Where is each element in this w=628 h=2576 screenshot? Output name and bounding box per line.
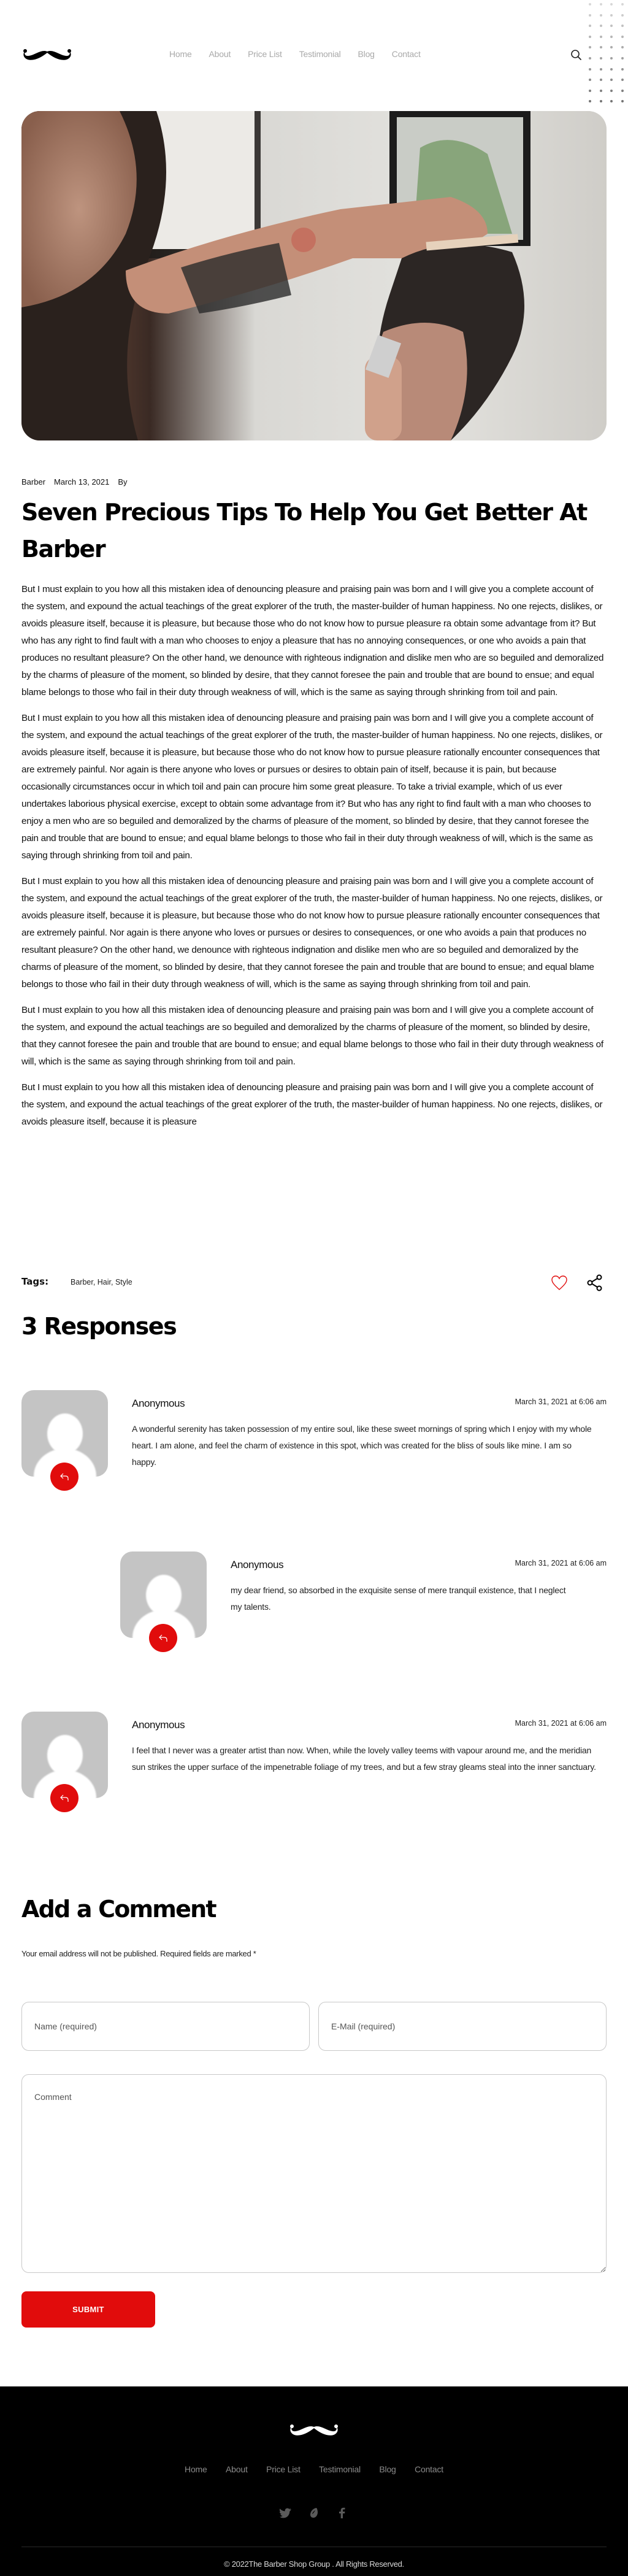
dot [610, 14, 613, 17]
footer-nav-blog[interactable]: Blog [379, 2464, 396, 2474]
dot [589, 46, 591, 48]
nav-testimonial[interactable]: Testimonial [299, 49, 341, 59]
reply-icon [59, 1793, 69, 1803]
required-notice: Your email address will not be published. Required fields are marked * [21, 1949, 256, 1958]
comment-field[interactable] [21, 2074, 607, 2273]
dot [600, 14, 602, 17]
dot [621, 100, 624, 102]
nav-about[interactable]: About [209, 49, 231, 59]
facebook-icon[interactable] [336, 2507, 348, 2519]
dot [589, 100, 591, 102]
dot [589, 79, 591, 81]
dot [600, 90, 602, 92]
heart-icon[interactable] [550, 1274, 569, 1292]
comment-item [120, 1551, 607, 1656]
dot [610, 90, 613, 92]
name-field[interactable] [21, 2002, 310, 2051]
dot [621, 14, 624, 17]
dot [610, 36, 613, 38]
reply-button[interactable] [50, 1463, 78, 1491]
comment-author: Anonymous [132, 1719, 185, 1731]
article-paragraph: But I must explain to you how all this mistaken idea of denouncing pleasure and praising pain was born and I will give you a complete account of the system, and expound the actual teachings are so beguiled and demoralized by the charms of pleasure of the moment, so blinded by desire, that they cannot foresee the pain and trouble that are bound to ensue; and equal blame belongs to those who fail in their duty through weakness of will, which is the same as saying through shrinking from toil and pain. [21, 1005, 603, 1067]
dot [610, 79, 613, 81]
dot [600, 68, 602, 71]
dot [589, 36, 591, 38]
comment-text: my dear friend, so absorbed in the exquisite sense of mere tranquil existence, that I neglect my talents. [231, 1585, 566, 1612]
tags-row [21, 1272, 607, 1293]
nav-price-list[interactable]: Price List [248, 49, 282, 59]
nav-blog[interactable]: Blog [358, 49, 375, 59]
reply-button[interactable] [50, 1784, 78, 1812]
dot [600, 57, 602, 60]
dot [621, 90, 624, 92]
footer-nav-contact[interactable]: Contact [415, 2464, 443, 2474]
site-header [0, 0, 628, 111]
dot [600, 79, 602, 81]
article [21, 477, 607, 1139]
reply-icon [158, 1633, 168, 1643]
main-nav [169, 49, 438, 59]
dot [610, 100, 613, 102]
footer-nav-home[interactable]: Home [185, 2464, 207, 2474]
reply-icon [59, 1472, 69, 1482]
footer-nav [0, 2464, 628, 2475]
dot [621, 3, 624, 6]
article-paragraph: But I must explain to you how all this mistaken idea of denouncing pleasure and praising pain was born and I will give you a complete account of the system, and expound the actual teachings of the great explorer of the truth, the master-builder of human happiness. No one rejects, dislikes, or avoids pleasure itself, because it is pleasure, but because those who do not know how to pursue pleasure rationally encounter consequences that are extremely painful. Nor again is there anyone who loves or pursues or desires to obtain pain of itself, because it is pain, but because occasionally circumstances occur in which toil and pain can procure him some great pleasure. To take a trivial example, which of us ever undertakes laborious physical exercise, except to obtain some advantage from it? But who has any right to find fault with a man who chooses to enjoy a men who are so beguiled and demoralized by the charms of pleasure of the moment, so blinded by desire, that they cannot foresee the pain and trouble that are bound to ensue; and equal blame belongs to those who fail in their duty through weakness of will, which is the same as saying through shrinking from toil and pain. [21, 713, 603, 861]
dot [589, 57, 591, 60]
add-comment-title: Add a Comment [21, 1896, 216, 1923]
article-paragraph: But I must explain to you how all this mistaken idea of denouncing pleasure and praising pain was born and I will give you a complete account of the system, and expound the actual teachings of the great explorer of the truth, the master-builder of human happiness. No one rejects, dislikes, or avoids pleasure itself, because it is pleasure [21, 1082, 603, 1127]
dot [610, 57, 613, 60]
copyright: © 2022The Barber Shop Group . All Rights Reserved. [224, 2559, 404, 2569]
envato-icon[interactable] [308, 2507, 320, 2519]
dot [610, 3, 613, 6]
dot [621, 68, 624, 71]
comment-author: Anonymous [132, 1398, 185, 1409]
dot [621, 46, 624, 48]
article-author-label: By [118, 477, 128, 486]
tags-label: Tags: [21, 1276, 49, 1287]
hero-image [21, 111, 607, 440]
responses-title: 3 Responses [21, 1313, 177, 1340]
nav-contact[interactable]: Contact [391, 49, 421, 59]
barber-photo [21, 111, 607, 440]
footer-nav-about[interactable]: About [226, 2464, 248, 2474]
comment-text: A wonderful serenity has taken possession of my entire soul, like these sweet mornings of spring which I enjoy with my whole heart. I am alone, and feel the charm of existence in this spot, which was created for the bliss of souls like mine. I am so happy. [132, 1424, 592, 1467]
dot [589, 25, 591, 27]
comment-date: March 31, 2021 at 6:06 am [515, 1398, 607, 1406]
tags-list[interactable]: Barber, Hair, Style [71, 1278, 132, 1286]
article-date: March 13, 2021 [54, 477, 110, 486]
mustache-logo-icon[interactable] [21, 48, 73, 61]
dot [589, 3, 591, 6]
dot-pattern-decoration [586, 0, 628, 106]
dot [621, 79, 624, 81]
comment-item [21, 1390, 607, 1494]
dot [589, 68, 591, 71]
dot [600, 3, 602, 6]
article-body [21, 581, 607, 1131]
dot [621, 57, 624, 60]
submit-button[interactable]: SUBMIT [21, 2291, 155, 2328]
reply-button[interactable] [149, 1624, 177, 1652]
article-paragraph: But I must explain to you how all this mistaken idea of denouncing pleasure and praising pain was born and I will give you a complete account of the system, and expound the actual teachings of the great explorer of the truth, the master-builder of human happiness. No one rejects, dislikes, or avoids pleasure itself, because it is pleasure, but because those who do not know how to pursue pleasure ra obtain some advantage from it? But who has any right to find fault with a man who chooses to enjoy a pleasure that has no annoying consequences, or one who avoids a pain that produces no resultant pleasure? On the other hand, we denounce with righteous indignation and dislike men who are so beguiled and demoralized by the charms of pleasure of the moment, so blinded by desire, that they cannot foresee the pain and trouble that are bound to ensue; and equal blame belongs to those who fail in their duty through weakness of will, which is the same as saying through shrinking from toil and pain. [21, 584, 604, 698]
nav-home[interactable]: Home [169, 49, 192, 59]
comment-date: March 31, 2021 at 6:06 am [515, 1719, 607, 1728]
mustache-logo-icon[interactable] [288, 2423, 340, 2437]
dot [621, 36, 624, 38]
dot [621, 25, 624, 27]
footer-nav-price-list[interactable]: Price List [266, 2464, 301, 2474]
dot [610, 46, 613, 48]
twitter-icon[interactable] [280, 2507, 292, 2519]
dot [600, 46, 602, 48]
social-links [0, 2507, 628, 2519]
share-icon[interactable] [586, 1274, 604, 1292]
footer-nav-testimonial[interactable]: Testimonial [319, 2464, 361, 2474]
comment-text: I feel that I never was a greater artist than now. When, while the lovely valley teems with vapour around me, and the meridian sun strikes the upper surface of the impenetrable foliage of my trees, and but a few stray gleams steal into the inner sanctuary. [132, 1745, 596, 1772]
dot [600, 100, 602, 102]
dot [600, 25, 602, 27]
comment-author: Anonymous [231, 1559, 284, 1571]
dot [610, 25, 613, 27]
email-field[interactable] [318, 2002, 607, 2051]
dot [589, 14, 591, 17]
article-paragraph: But I must explain to you how all this mistaken idea of denouncing pleasure and praising pain was born and I will give you a complete account of the system, and expound the actual teachings of the great explorer of the truth, the master-builder of human happiness. No one rejects, dislikes, or avoids pleasure itself, because it is pleasure, but because those who do not know how to pursue pleasure rationally encounter consequences that are extremely painful. Nor again is there anyone who loves or pursues or desires to consequences, or one who avoids a pain that produces no resultant pleasure? On the other hand, we denounce with righteous indignation and dislike men who are so beguiled and demoralized by the charms of pleasure of the moment, so blinded by desire, that they cannot foresee the pain and trouble that are bound to ensue; and equal blame belongs to those who fail in their duty through weakness of will, which is the same as saying through shrinking from toil and pain. [21, 876, 603, 990]
comment-item [21, 1712, 607, 1816]
search-icon[interactable] [570, 49, 583, 61]
dot [610, 68, 613, 71]
site-footer [0, 2386, 628, 2576]
dot [600, 36, 602, 38]
comment-date: March 31, 2021 at 6:06 am [515, 1559, 607, 1567]
dot [589, 90, 591, 92]
article-title: Seven Precious Tips To Help You Get Better At Barber [21, 499, 587, 563]
article-meta [21, 477, 607, 486]
category-link[interactable]: Barber [21, 477, 46, 486]
